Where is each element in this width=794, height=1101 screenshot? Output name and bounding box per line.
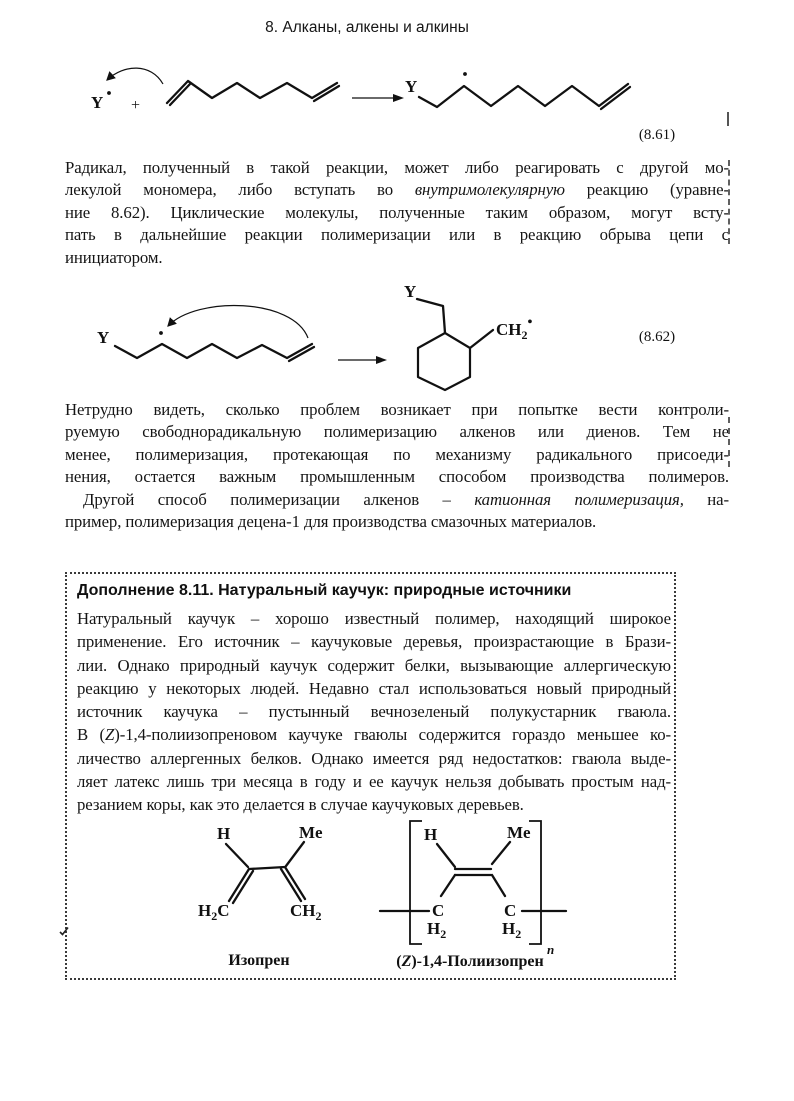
text-segment: нения, остается важным промышленным способом производства полимеров. [65,467,729,487]
equation-number-8-61: (8.61) [638,127,676,143]
right-bracket [529,821,541,944]
radical-dot [159,331,163,335]
text-line [65,466,729,488]
text-line [65,421,729,443]
h2-label: $H_2$ [502,919,522,941]
text-segment: инициатором. [65,247,163,267]
text-line [77,630,671,653]
supplement-body [77,607,671,817]
text-line [65,444,729,466]
text-segment: Z [105,725,115,745]
me-label: Me [299,823,323,842]
curved-electron-arrow [107,68,163,84]
scan-mark [728,160,730,244]
page-header: 8. Алканы, алкены и алкины [265,19,469,36]
text-segment: Нетрудно видеть, сколько проблем возникает при попытке вести контроли- [65,400,729,419]
y-radical-label: Y [91,93,104,112]
me-label: Me [507,823,531,842]
text-segment: источник каучука – пустынный вечнозеленый полукустарник гваюла. [77,702,671,722]
text-line [65,247,729,269]
polyisoprene-caption [359,953,581,971]
radical-dot [107,91,111,95]
text-segment: личество аллергенных белков. Однако имеется ряд недостатков: гваюла выде- [77,748,671,768]
text-line [65,511,729,533]
y-product-label: Y [405,77,418,96]
text-line [77,700,671,723]
text-line [77,723,671,746]
c-label: C [432,901,445,920]
text-line [65,179,729,201]
paragraph-radical-reaction [65,157,729,269]
scan-mark [728,417,730,467]
text-line [77,770,671,793]
y-ring-label: Y [404,282,417,301]
text-segment: Другой способ полимеризации алкенов – [83,489,475,509]
equation-number-8-62: (8.62) [638,329,676,345]
radical-product-molecule [419,72,630,109]
text-segment: лии. Однако природный каучук содержит белки, вызывающие аллергическую [77,655,671,675]
radical-dot [463,72,467,76]
text-segment: ляет латекс лишь три месяца в году и ее каучук нельзя добывать простым над- [77,772,671,792]
curved-cyclization-arrow [168,305,308,338]
ch2-radical-label: $CH_2^•$ [496,315,533,342]
text-segment: пример, полимеризация децена-1 для производства смазочных материалов. [65,512,597,532]
text-segment: )-1,4-Полиизопрен [411,953,544,970]
text-line [65,202,729,224]
text-segment: руемую свободнорадикальную полимеризацию алкенов или диенов. Тем не [65,422,729,442]
reaction-arrow [352,94,404,102]
text-line [65,157,729,179]
text-segment: Z [401,953,412,970]
text-segment: Радикал, полученный в такой реакции, может либо реагировать с другой мо- [65,158,729,177]
text-line [65,399,729,421]
text-line [77,607,671,630]
ch2-label: $CH_2$ [290,901,322,923]
text-segment: реакцию (уравне- [564,180,729,200]
isoprene-structure [198,823,323,923]
text-segment: применение. Его источник – каучуковые деревья, произрастающие в Брази- [77,632,671,652]
h-label: H [424,825,438,844]
scan-mark [58,925,70,937]
text-segment: В ( [77,725,106,745]
c-label: C [504,901,517,920]
text-segment: пать в дальнейшие реакции полимеризации или в реакцию обрыва цепи с [65,225,729,245]
diene-molecule [167,81,339,105]
supplement-title: Дополнение 8.11. Натуральный каучук: природные источники [77,582,572,599]
text-segment: лекулой мономера, либо вступать во [65,180,415,200]
text-segment: )-1,4-полиизопреновом каучуке гваюлы содержится гораздо меньшее ко- [114,725,671,745]
text-segment: внутримолекулярную [414,180,565,200]
n-subscript: n [547,942,555,957]
h2c-label: $H_2C$ [198,901,230,923]
text-line [77,677,671,700]
radical-chain-molecule [115,331,314,361]
scan-mark [727,112,729,126]
text-segment: катионная полимеризация, [474,489,684,509]
h-label: H [217,824,231,843]
text-segment: ние 8.62). Циклические молекулы, полученные таким образом, могут всту- [65,202,729,222]
text-segment: резанием коры, как это делается в случае каучуковых деревьев. [77,795,524,815]
reaction-arrow [338,356,387,364]
cyclohexane-product [417,299,493,390]
plus-sign: + [131,97,141,114]
text-segment: на- [683,489,729,509]
paragraph-polymerization [65,399,729,533]
text-line [77,654,671,677]
left-bracket [410,821,422,944]
isoprene-caption: Изопрен [228,952,290,969]
text-segment: менее, полимеризация, протекающая по механизму радикального присоеди- [65,444,729,464]
text-line [77,747,671,770]
h2-label: $H_2$ [427,919,447,941]
polyisoprene-structure [380,821,566,957]
supplement-box-8-11 [65,572,676,980]
text-segment: ( [396,953,402,970]
text-line [65,489,729,511]
text-segment: реакцию у некоторых людей. Недавно стал использоваться новый природный [77,678,671,698]
text-line [65,224,729,246]
y-chain-label: Y [97,328,110,347]
text-segment: Натуральный каучук – хорошо известный полимер, находящий широкое [77,609,671,628]
